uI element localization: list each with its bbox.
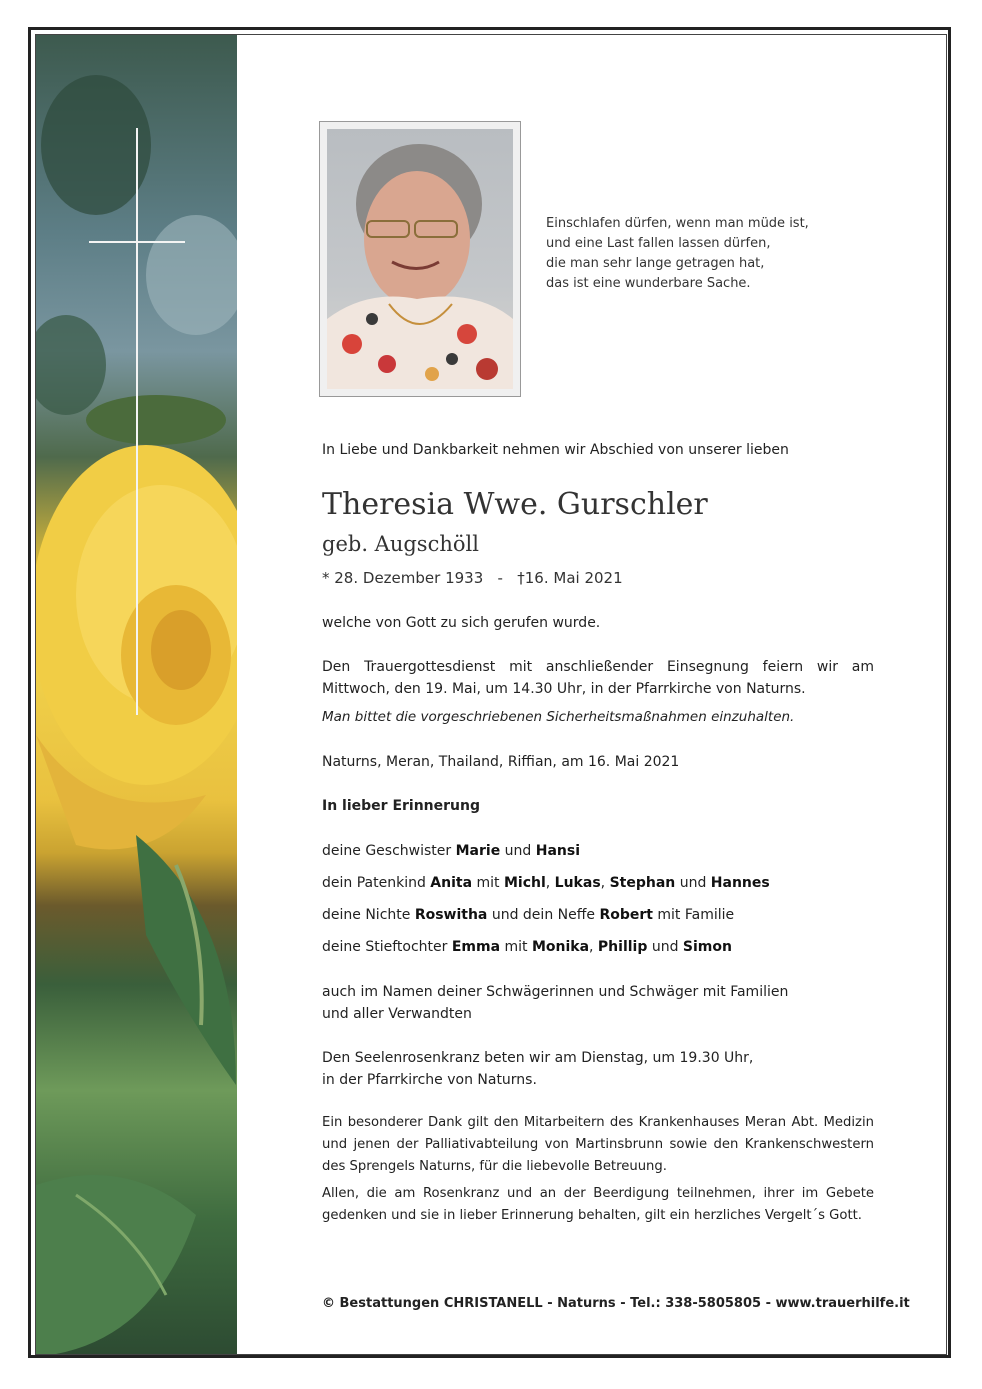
thanks-medical: Ein besonderer Dank gilt den Mitarbeitern des Krankenhauses Meran Abt. Medizin und jenen der Palliativabteilung von Martinsbrunn sowie den Krankenschwestern des Sprengels Naturns, für die liebevolle Betreuung. (322, 1115, 874, 1174)
mourner-row (322, 904, 874, 936)
mourner-row (322, 936, 874, 968)
mourner-text: deine Geschwister (322, 843, 456, 859)
mourners-list (322, 840, 874, 968)
mourner-row (322, 872, 874, 904)
maiden-name: geb. Augschöll (322, 532, 479, 556)
life-dates: * 28. Dezember 1933 - †16. Mai 2021 (322, 569, 623, 587)
thanks-general: Allen, die am Rosenkranz und an der Beerdigung teilnehmen, ihrer im Gebete gedenken und sie in lieber Erinnerung behalten, gilt ein herzliches Vergelt´s Gott. (322, 1186, 874, 1223)
place-date: Naturns, Meran, Thailand, Riffian, am 16. Mai 2021 (322, 754, 680, 770)
mourner-text: und (675, 875, 711, 891)
rosary-line: in der Pfarrkirche von Naturns. (322, 1072, 537, 1088)
rosary-line: Den Seelenrosenkranz beten wir am Dienstag, um 19.30 Uhr, (322, 1050, 754, 1066)
cross-horizontal (89, 241, 185, 243)
memory-heading: In lieber Erinnerung (322, 798, 480, 814)
poem-line: die man sehr lange getragen hat, (546, 256, 765, 271)
relatives-line: und aller Verwandten (322, 1006, 472, 1022)
poem (546, 214, 809, 294)
rosary-text (322, 1047, 874, 1091)
mourner-row (322, 840, 874, 872)
mourner-name: Monika (531, 939, 590, 955)
cross-vertical (136, 128, 138, 715)
mourner-text: , (545, 875, 555, 891)
mourner-text: , (589, 939, 598, 955)
funeral-text: Den Trauergottesdienst mit anschließender Einsegnung feiern wir am Mittwoch, den 19. Mai, um 14.30 Uhr, in der Pfarrkirche von Naturns. (322, 659, 874, 697)
mourner-text: mit (472, 875, 504, 891)
safety-note: Man bittet die vorgeschriebenen Sicherheitsmaßnahmen einzuhalten. (322, 709, 795, 725)
footer-undertaker: © Bestattungen CHRISTANELL - Naturns - Tel.: 338-5805805 - www.trauerhilfe.it (322, 1296, 910, 1311)
mourner-text: dein Patenkind (322, 875, 431, 891)
mourner-text: , (600, 875, 610, 891)
portrait-frame (319, 121, 521, 397)
poem-line: und eine Last fallen lassen dürfen, (546, 236, 771, 251)
mourner-name: Lukas (554, 875, 601, 891)
mourner-name: Phillip (597, 939, 648, 955)
poem-line: Einschlafen dürfen, wenn man müde ist, (546, 216, 809, 231)
mourner-name: Emma (451, 939, 501, 955)
mourner-name: Hansi (535, 843, 580, 859)
relatives-line: auch im Namen deiner Schwägerinnen und Schwäger mit Familien (322, 984, 789, 1000)
mourner-name: Hannes (710, 875, 770, 891)
mourner-name: Anita (430, 875, 473, 891)
mourner-name: Marie (455, 843, 501, 859)
mourner-text: deine Stieftochter (322, 939, 452, 955)
mourner-name: Stephan (609, 875, 676, 891)
relatives-text (322, 981, 874, 1025)
mourner-text: mit (500, 939, 532, 955)
mourner-text: mit Familie (652, 907, 735, 923)
deceased-name: Theresia Wwe. Gurschler (322, 487, 708, 522)
poem-line: das ist eine wunderbare Sache. (546, 276, 751, 291)
mourner-name: Roswitha (414, 907, 488, 923)
portrait-photo (327, 129, 513, 389)
called-text: welche von Gott zu sich gerufen wurde. (322, 615, 601, 631)
mourner-text: deine Nichte (322, 907, 415, 923)
mourner-text: und (647, 939, 683, 955)
mourner-text: und dein Neffe (487, 907, 600, 923)
mourner-text: und (500, 843, 536, 859)
mourner-name: Michl (503, 875, 546, 891)
mourner-name: Simon (682, 939, 732, 955)
intro-text: In Liebe und Dankbarkeit nehmen wir Abschied von unserer lieben (322, 442, 789, 458)
mourner-name: Robert (599, 907, 653, 923)
